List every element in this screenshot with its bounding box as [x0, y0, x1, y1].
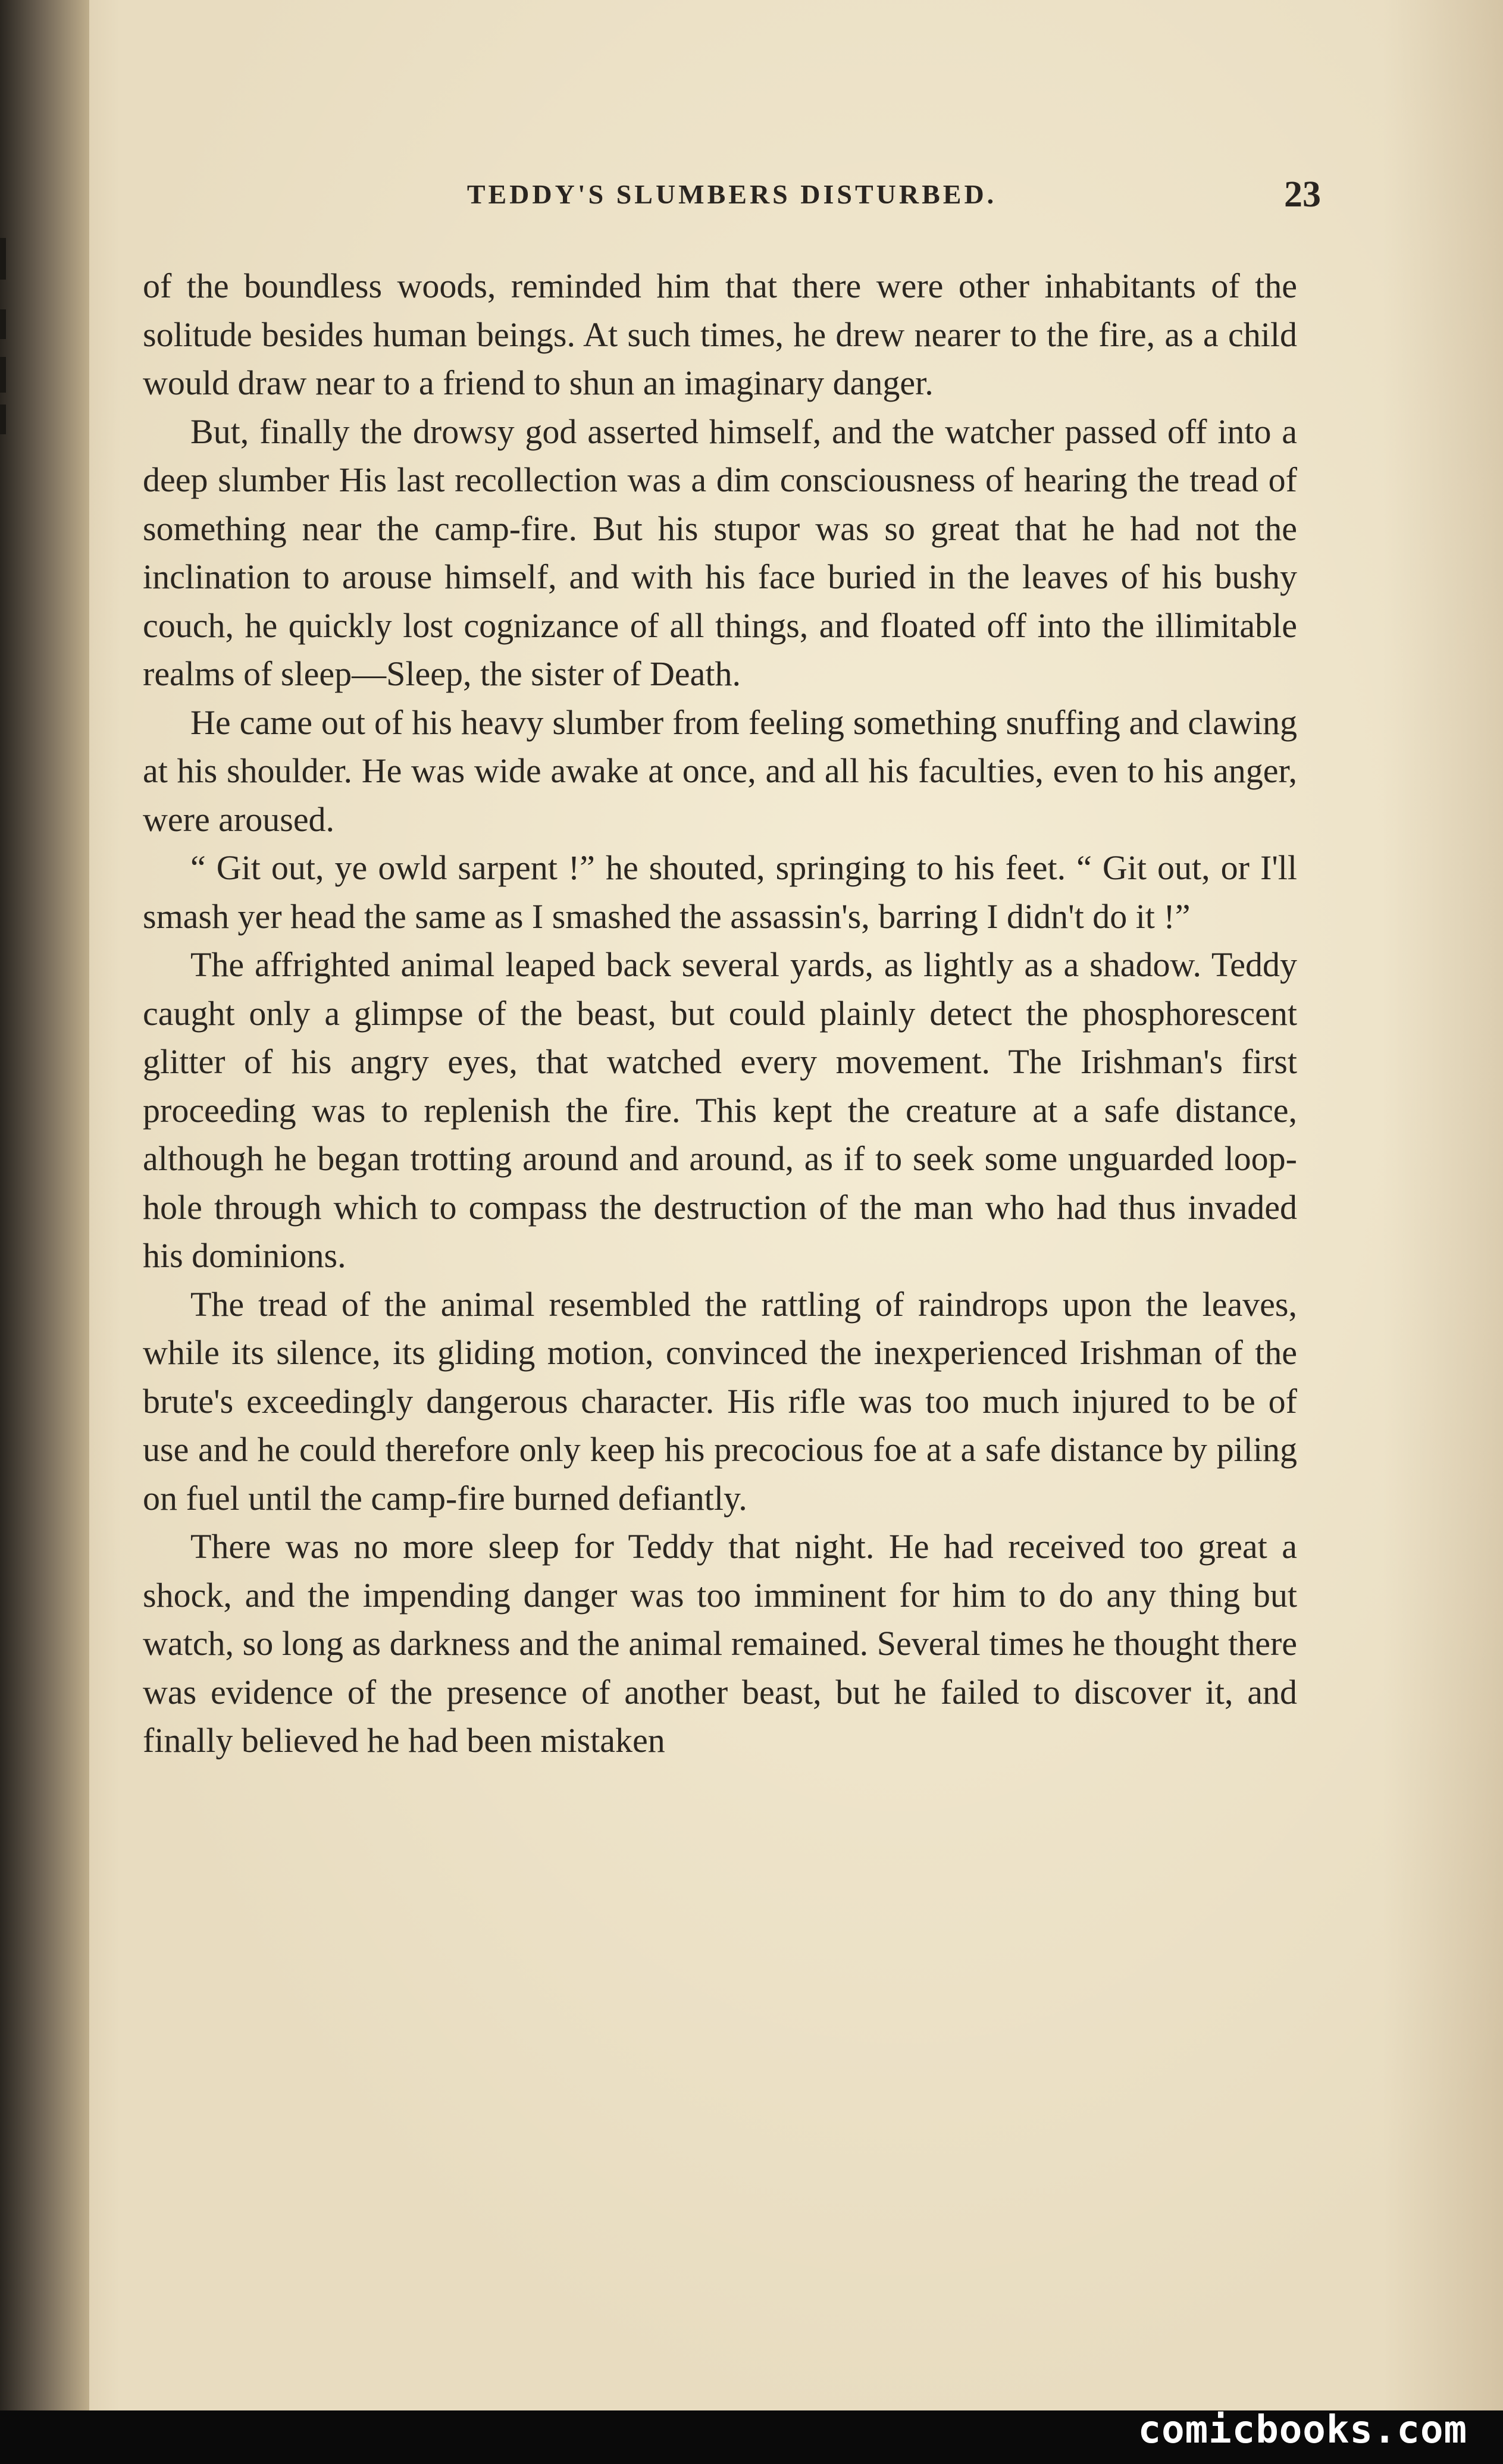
- paragraph: But, finally the drowsy god asserted himself, and the watcher passed off into a deep slumber His last recollection was a dim consciousness of hearing the tread of something near the camp-fire. But his stupor was so great that he had not the inclination to arouse himself, and with his face buried in the leaves of his bushy couch, he quickly lost cognizance of all things, and floated off into the illimitable realms of sleep—Sleep, the sister of Death.: [143, 412, 1297, 693]
- gutter-mark: [0, 405, 6, 434]
- paragraph: He came out of his heavy slumber from feeling something snuffing and clawing at his shoulder. He was wide awake at once, and all his faculties, even to his anger, were aroused.: [143, 703, 1297, 839]
- paragraph: The tread of the animal resembled the rattling of raindrops upon the leaves, while its silence, its gliding motion, convinced the inexperienced Irishman of the brute's exceedingly dangerous character. His rifle was too much injured to be of use and he could therefore only keep his precocious foe at a safe distance by piling on fuel until the camp-fire burned defiantly.: [143, 1284, 1297, 1518]
- page-number: 23: [1284, 174, 1321, 215]
- paragraph: There was no more sleep for Teddy that night. He had received too great a shock, and the impending danger was too imminent for him to do any thing but watch, so long as darkness and the animal remained. Several times he thought there was evidence of the presence of another beast, but he failed to discover it, and finally believed he had been mistaken: [143, 1527, 1297, 1760]
- paragraph: The affrighted animal leaped back several yards, as lightly as a shadow. Teddy caught only a glimpse of the beast, but could plainly detect the phosphorescent glitter of his angry eyes, that watched every movement. The Irishman's first proceeding was to replenish the fire. This kept the creature at a safe distance, although he began trotting around and around, as if to seek some unguarded loop-hole through which to compass the destruction of the man who had thus invaded his dominions.: [143, 945, 1297, 1275]
- page-gutter: [0, 0, 89, 2464]
- paragraph: of the boundless woods, reminded him that there were other inhabitants of the solitude besides human beings. At such times, he drew nearer to the fire, as a child would draw near to a friend to shun an imaginary danger.: [143, 267, 1297, 402]
- watermark: comicbooks.com: [1138, 2408, 1467, 2452]
- running-title: TEDDY'S SLUMBERS DISTURBED.: [466, 179, 997, 209]
- gutter-mark: [0, 238, 6, 280]
- gutter-mark: [0, 309, 6, 339]
- body-text: [143, 262, 1297, 1765]
- running-head: [143, 174, 1321, 226]
- gutter-mark: [0, 357, 6, 393]
- paragraph: “ Git out, ye owld sarpent !” he shouted, springing to his feet. “ Git out, or I'll smash yer head the same as I smashed the assassin's, barring I didn't do it !”: [143, 848, 1297, 936]
